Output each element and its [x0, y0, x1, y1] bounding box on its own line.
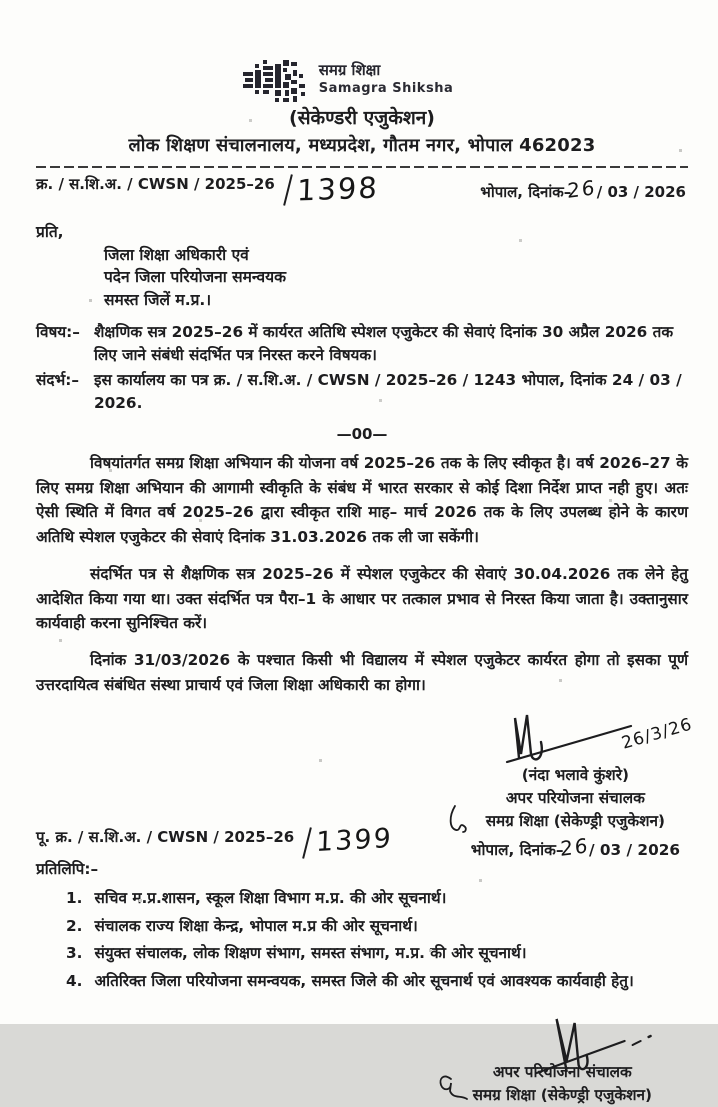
- scan-noise: [0, 0, 1, 1]
- reference-label: संदर्भ:–: [36, 371, 79, 390]
- handwritten-day: 26: [559, 833, 590, 862]
- recipient-block: [104, 244, 688, 311]
- outward-number-prefix: क्र. / स.शि.अ. / CWSN / 2025–26: [36, 175, 275, 193]
- place-date-label: भोपाल, दिनांक–: [480, 183, 572, 201]
- recipient-line: पदेन जिला परियोजना समन्वयक: [104, 268, 287, 287]
- handwritten-day: 26: [567, 175, 597, 203]
- zero-separator: —00—: [336, 425, 388, 444]
- reference-number-row: [36, 170, 688, 208]
- signatory-name: (नंदा भलावे कुंशरे): [521, 766, 629, 785]
- body-paragraph-1: विषयांतर्गत समग्र शिक्षा अभियान की योजना वर्ष 2025–26 तक के लिए स्वीकृत है। वर्ष 2026–27 के लिए समग्र शिक्षा अभियान की आगामी स्वीकृति के संबंध में भारत सरकार से कोई दिशा निर्देश प्राप्त नही हुए। अतः ऐसी स्थिति में विगत वर्ष 2025–26 द्वारा स्वीकृत राशि माह– मार्च 2026 तक के लिए उपलब्ध होने के कारण अतिथि स्पेशल एजुकेटर की सेवाएं दिनांक 31.03.2026 तक ली जा सकेंगी।: [36, 454, 688, 546]
- salutation: प्रति,: [36, 223, 64, 241]
- signatory-designation: अपर परियोजना संचालक: [505, 789, 645, 808]
- copy-item: [66, 968, 688, 996]
- endorsement-number-prefix: पू. क्र. / स.शि.अ. / CWSN / 2025–26: [36, 828, 295, 847]
- letterhead-address: लोक शिक्षण संचालनालय, मध्यप्रदेश, गौतम नगर, भोपाल 462023: [128, 135, 596, 156]
- subject-text: शैक्षणिक सत्र 2025–26 में कार्यरत अतिथि स्पेशल एजुकेटर की सेवाएं दिनांक 30 अप्रैल 2026 तक लिए जाने संबंधी संदर्भित पत्र निरस्त करने विषयक।: [94, 323, 674, 365]
- copy-item: [66, 913, 688, 941]
- signatory-organization: समग्र शिक्षा (सेकेण्ड्री एजुकेशन): [485, 812, 666, 831]
- copy-item-text: संयुक्त संचालक, लोक शिक्षण संभाग, समस्त संभाग, म.प्र. की ओर सूचनार्थ।: [94, 944, 527, 963]
- reference-text: इस कार्यालय का पत्र क्र. / स.शि.अ. / CWSN / 2025–26 / 1243 भोपाल, दिनांक 24 / 03 / 2026.: [94, 371, 682, 413]
- signatory-organization-line: [471, 810, 680, 833]
- handwritten-signature-date: 26/3/26: [619, 714, 696, 755]
- second-signatory-organization: समग्र शिक्षा (सेकेण्ड्री एजुकेशन): [472, 1086, 652, 1105]
- copy-item-number: 3.: [66, 944, 83, 963]
- recipient-line: जिला शिक्षा अधिकारी एवं: [104, 246, 249, 264]
- outward-number: [36, 170, 380, 208]
- signatory-block: [470, 710, 696, 863]
- brand-name-hindi: समग्र शिक्षा: [318, 61, 381, 79]
- recipient-line: समस्त जिलें म.प्र.।: [104, 290, 212, 309]
- handwritten-outward-number: 1398: [296, 170, 380, 208]
- brand-name-english: Samagra Shiksha: [318, 81, 454, 96]
- signature-place-date: [471, 833, 680, 863]
- signature-ink-icon: [491, 1013, 661, 1075]
- brand-text: [319, 60, 453, 96]
- signature-date-rest: / 03 / 2026: [588, 841, 680, 860]
- letterhead: [22, 60, 674, 106]
- pen-flourish-icon: [437, 1069, 471, 1103]
- signature-ink-icon: [489, 710, 639, 764]
- signature-area: [471, 710, 696, 764]
- endorsement-number: [36, 823, 466, 859]
- copy-item-number: 2.: [66, 916, 83, 935]
- signature-place-date-label: भोपाल, दिनांक–: [470, 841, 564, 860]
- header-dashed-rule: [36, 166, 688, 168]
- date-rest: / 03 / 2026: [596, 183, 686, 201]
- subject-row: [36, 321, 688, 367]
- body-paragraph-3: दिनांक 31/03/2026 के पश्चात किसी भी विद्यालय में स्पेशल एजुकेटर कार्यरत होगा तो इसका पूर्ण उत्तरदायित्व संबंधित संस्था प्राचार्य एवं जिला शिक्षा अधिकारी का होगा।: [36, 651, 688, 694]
- copy-item: [66, 940, 688, 968]
- body-paragraph-2: संदर्भित पत्र से शैक्षणिक सत्र 2025–26 में स्पेशल एजुकेटर की सेवाएं 30.04.2026 तक लेने हेतु आदेशित किया गया था। उक्त संदर्भित पत्र पैरा–1 के आधार पर तत्काल प्रभाव से निरस्त किया जाता है। उक्तानुसार कार्यवाही करना सुनिश्चित करें।: [36, 565, 688, 632]
- copy-distribution-list: [66, 885, 688, 995]
- second-signatory-designation: अपर परियोजना संचालक: [492, 1063, 632, 1082]
- endorsement-block: [36, 823, 466, 879]
- copy-item-text: सचिव म.प्र.शासन, स्कूल शिक्षा विभाग म.प्र. की ओर सूचनार्थ।: [94, 889, 447, 908]
- copy-item-text: अतिरिक्त जिला परियोजना समन्वयक, समस्त जिले की ओर सूचनार्थ एवं आवश्यक कार्यवाही हेतु।: [94, 971, 634, 990]
- place-date: [480, 175, 686, 203]
- pen-flourish-icon: [447, 804, 469, 834]
- copy-item-text: संचालक राज्य शिक्षा केन्द्र, भोपाल म.प्र की ओर सूचनार्थ।: [94, 916, 418, 935]
- letterhead-subtitle: (सेकेण्डरी एजुकेशन): [289, 107, 435, 129]
- samagra-shiksha-logo-icon: [243, 60, 309, 106]
- copy-item-number: 1.: [66, 889, 83, 908]
- copy-item-number: 4.: [66, 971, 83, 990]
- second-signatory-block: [473, 1013, 652, 1107]
- handwritten-slash: [283, 174, 293, 206]
- handwritten-slash: [302, 827, 312, 859]
- handwritten-endorsement-number: 1399: [315, 823, 394, 859]
- copy-item: [66, 885, 688, 913]
- reference-row: [36, 369, 688, 415]
- copies-label: प्रतिलिपि:–: [36, 860, 99, 879]
- subject-label: विषय:–: [36, 323, 80, 342]
